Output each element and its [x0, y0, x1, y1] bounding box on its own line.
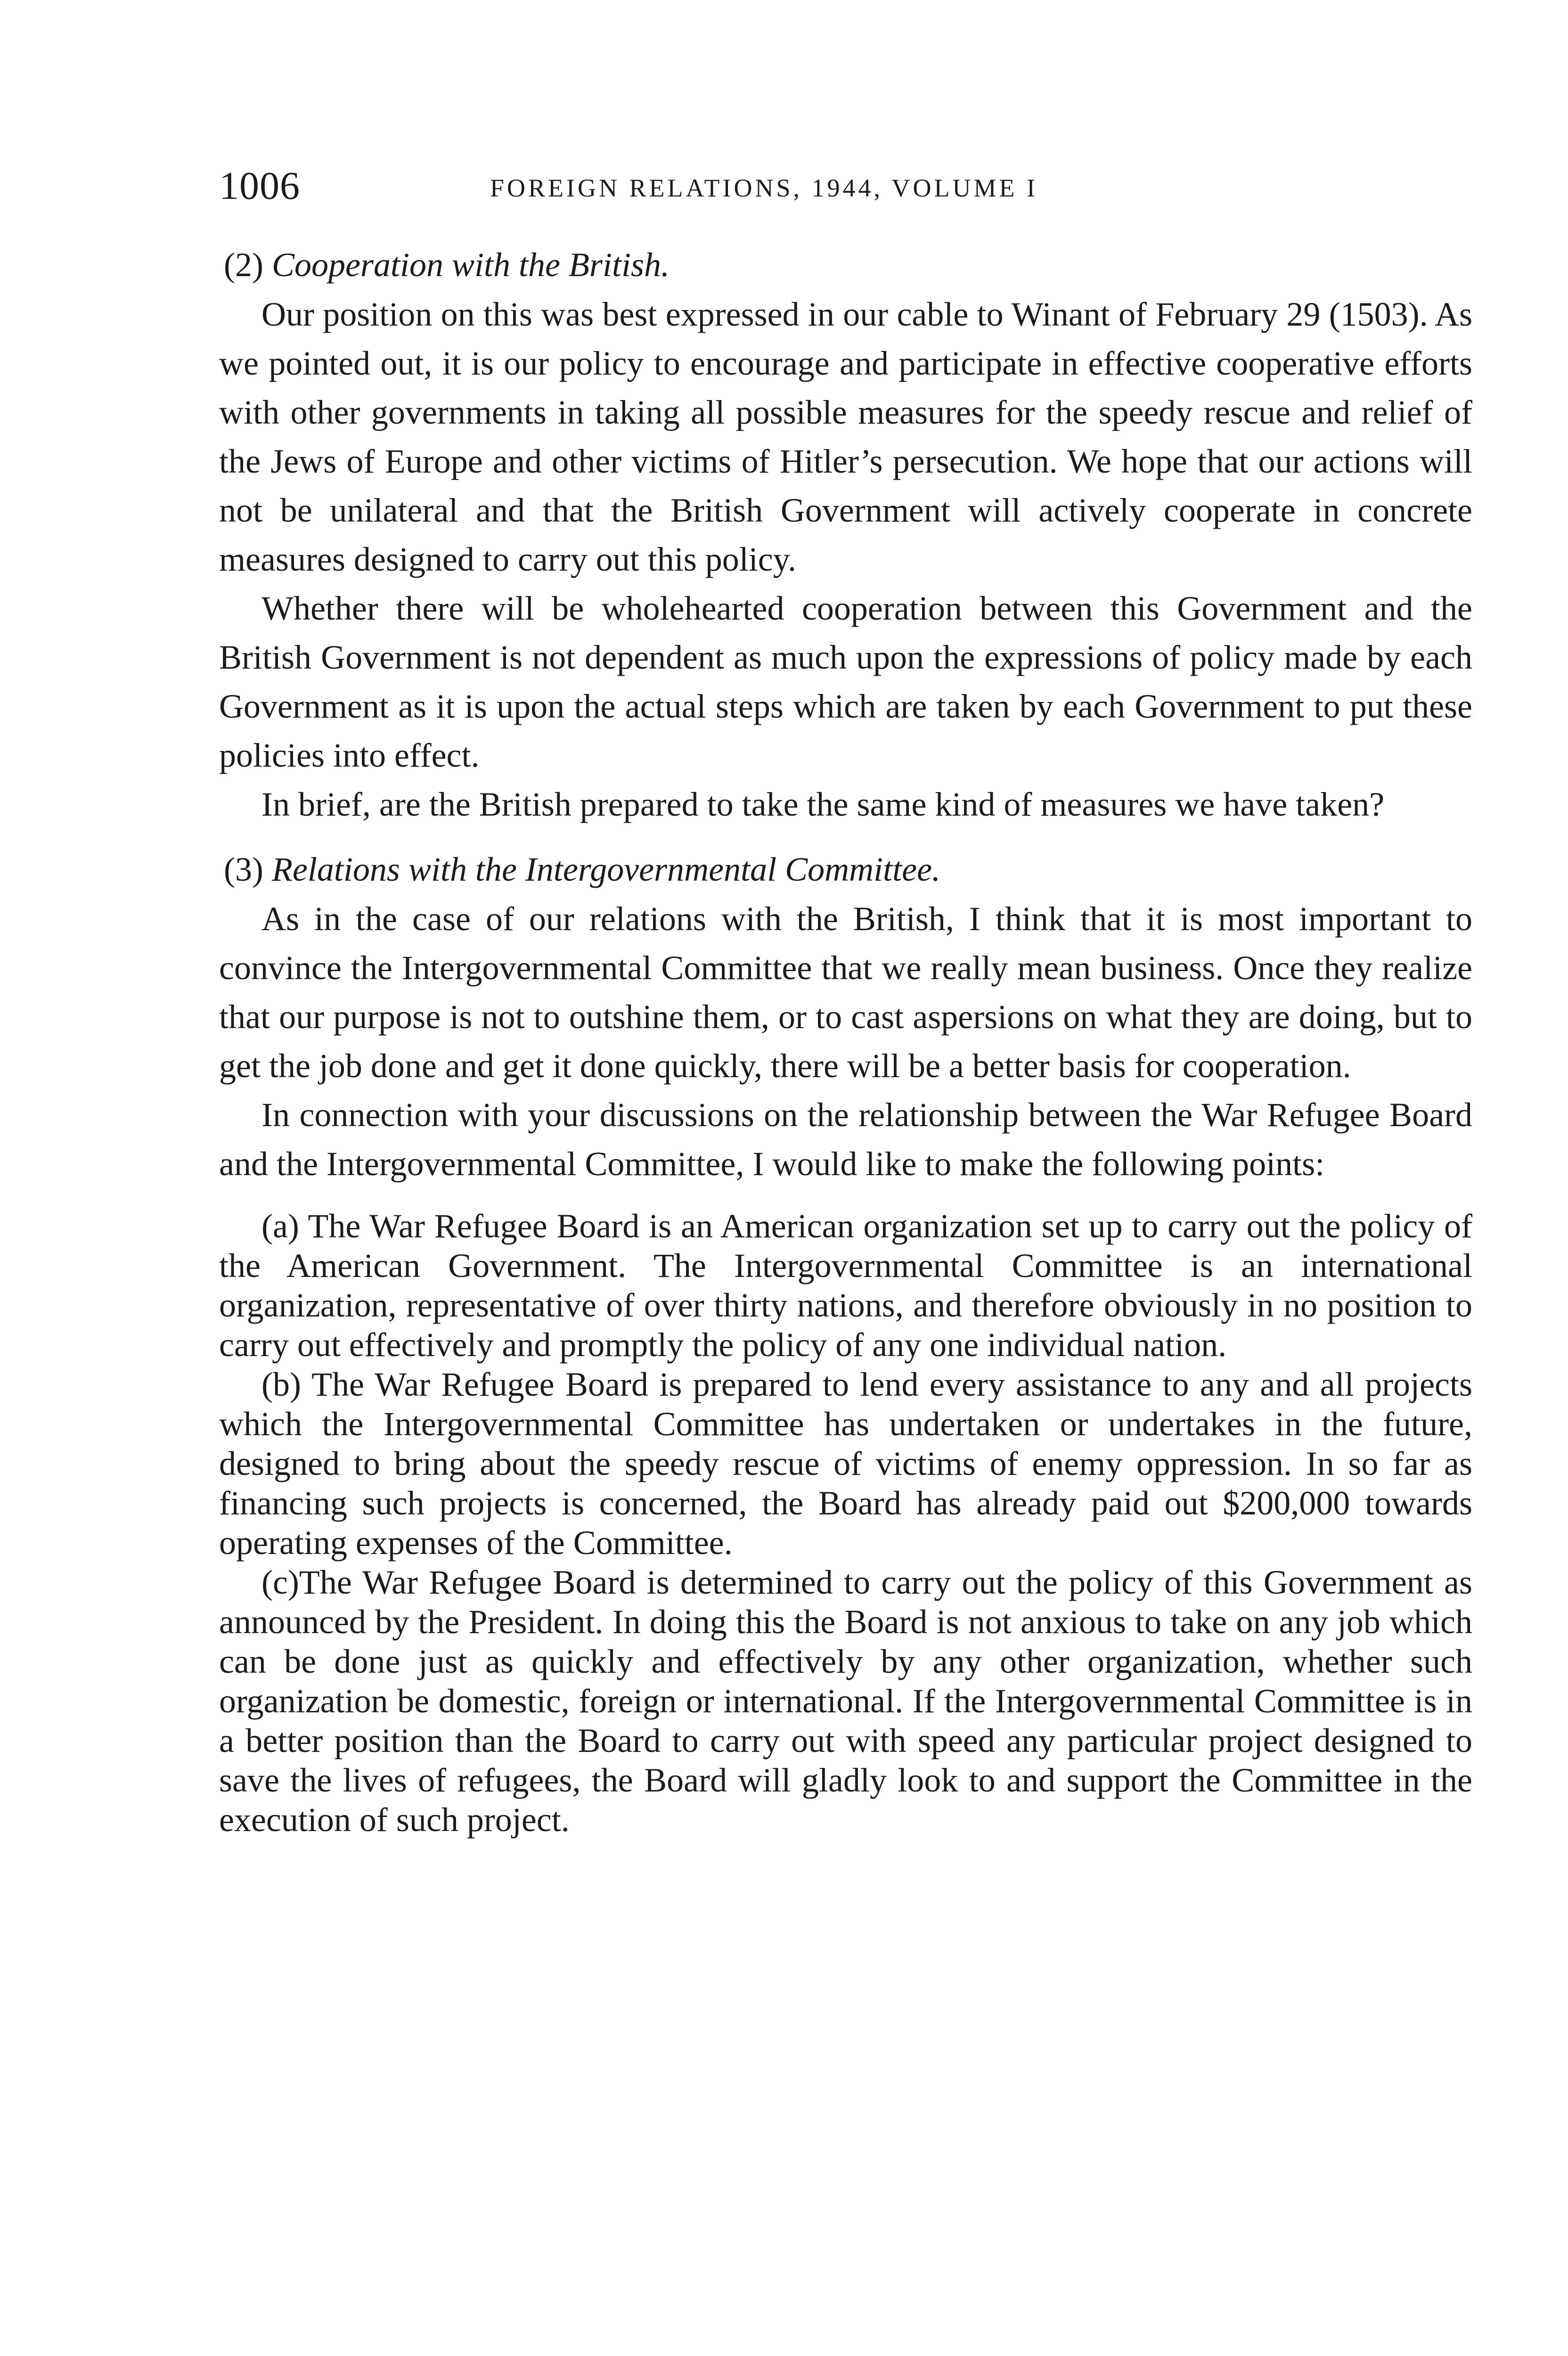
point-c — [219, 1562, 1472, 1840]
point-text: The War Refugee Board is determined to carry out the policy of this Government as announced by the President. In doing this the Board is not anxious to take on any job which can be done just as quickly and effectively by any other organization, whether such organization be domestic, foreign or international. If the Intergovernmental Committee is in a better position than the Board to carry out with speed any particular project designed to save the lives of refugees, the Board will gladly look to and support the Committee in the execution of such project. — [219, 1563, 1472, 1839]
section-number: (2) — [224, 246, 263, 284]
point-text: The War Refugee Board is an American organization set up to carry out the policy of the American Government. The Intergovernmental Committee is an international organization, representative of over thirty nations, and therefore obviously in no position to carry out effectively and promptly the policy of any one individual nation. — [219, 1207, 1472, 1364]
paragraph: In connection with your discussions on the relationship between the War Refugee Board and the Intergovernmental Committee, I would like to make the following points: — [219, 1096, 1472, 1183]
section-heading — [219, 845, 1472, 894]
paragraph: As in the case of our relations with the British, I think that it is most important to convince the Intergovernmental Committee that we really mean business. Once they realize that our purpose is not to outshine them, or to cast aspersions on what they are doing, but to get the job done and get it done quickly, there will be a better basis for cooperation. — [219, 900, 1472, 1085]
section-relations-with-committee — [219, 845, 1472, 1188]
point-label: (a) — [261, 1207, 299, 1245]
points-list — [219, 1206, 1472, 1840]
point-label: (c) — [261, 1563, 299, 1601]
paragraph: In brief, are the British prepared to take the same kind of measures we have taken? — [261, 785, 1385, 823]
section-title: Relations with the Intergovernmental Committee. — [271, 851, 941, 888]
point-label: (b) — [261, 1366, 301, 1403]
page-number: 1006 — [219, 164, 300, 208]
section-title: Cooperation with the British. — [271, 246, 670, 284]
paragraph: Our position on this was best expressed in our cable to Winant of February 29 (1503). As we pointed out, it is our policy to encourage and participate in effective cooperative efforts with other governments in taking all possible measures for the speedy rescue and relief of the Jews of Europe and other victims of Hitler’s persecution. We hope that our actions will not be unilateral and that the British Government will actively cooperate in concrete measures designed to carry out this policy. — [219, 295, 1472, 578]
point-b — [219, 1365, 1472, 1562]
page-header — [219, 165, 1469, 207]
section-cooperation-with-british — [219, 240, 1472, 829]
page-body — [219, 240, 1472, 1840]
section-number: (3) — [224, 851, 263, 888]
paragraph: Whether there will be wholehearted cooperation between this Government and the British Government is not dependent as much upon the expressions of policy made by each Government as it is upon the actual steps which are taken by each Government to put these policies into effect. — [219, 589, 1472, 774]
running-head: FOREIGN RELATIONS, 1944, VOLUME I — [490, 174, 1038, 202]
point-text: The War Refugee Board is prepared to lend every assistance to any and all projects which the Intergovernmental Committee has undertaken or undertakes in the future, designed to bring about the speedy rescue of victims of enemy oppression. In so far as financing such projects is concerned, the Board has already paid out $200,000 towards operating expenses of the Committee. — [219, 1366, 1472, 1562]
section-heading — [219, 240, 1472, 290]
point-a — [219, 1206, 1472, 1365]
